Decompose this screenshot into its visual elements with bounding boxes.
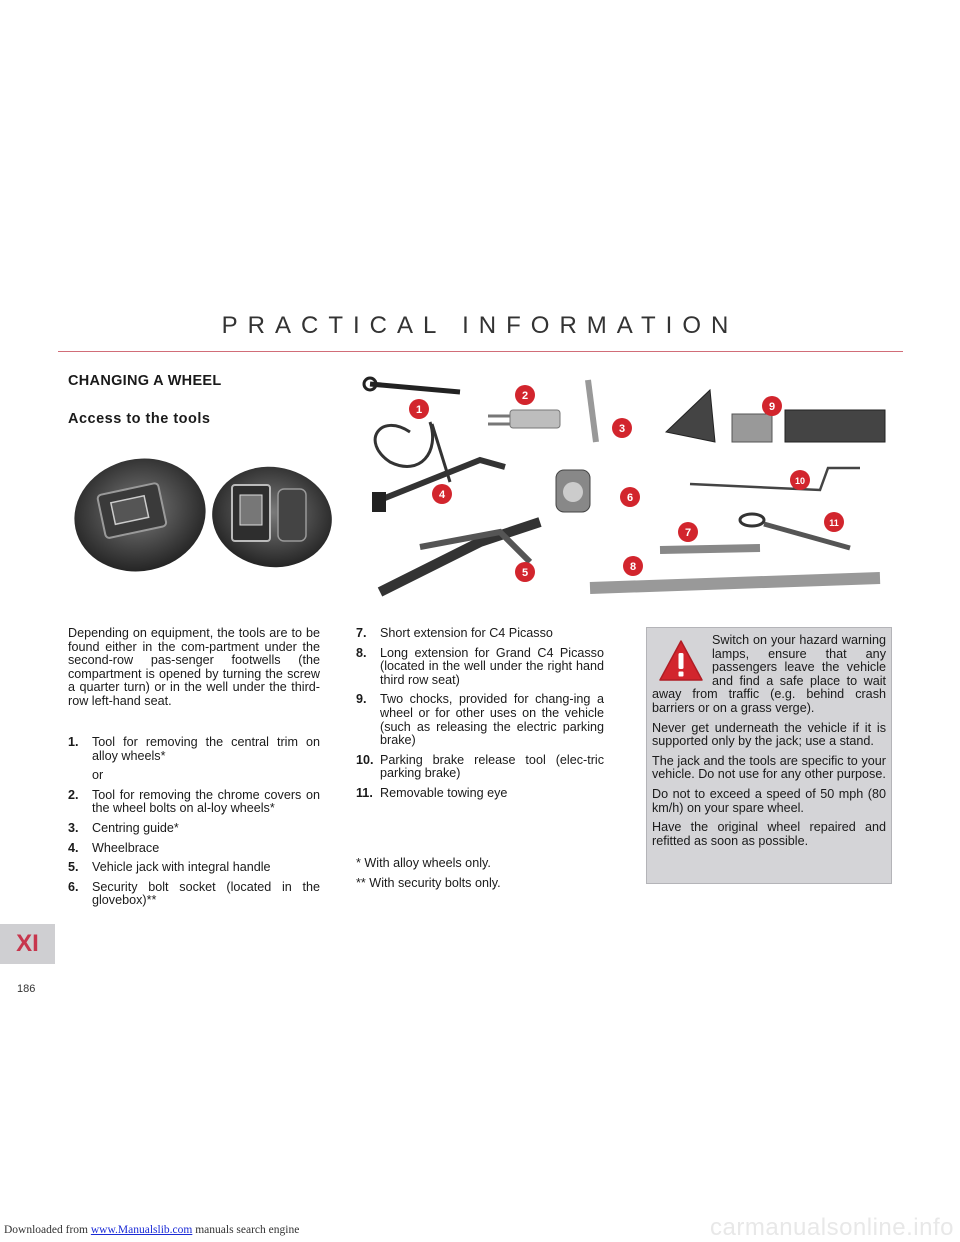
svg-text:4: 4 <box>438 489 446 501</box>
list-item: 7. Short extension for C4 Picasso <box>356 626 553 640</box>
svg-text:1: 1 <box>415 404 423 416</box>
footnote-security: ** With security bolts only. <box>356 875 501 890</box>
badge-4 <box>432 484 452 504</box>
warning-text-4: Do not to exceed a speed of 50 mph (80 km/h) on your spare wheel. <box>652 786 886 815</box>
section-heading: CHANGING A WHEEL <box>68 373 222 389</box>
warning-text-3: The jack and the tools are specific to your vehicle. Do not use for any other purpose. <box>652 753 886 782</box>
svg-text:3: 3 <box>618 423 626 435</box>
manualslib-link[interactable]: www.Manualslib.com <box>90 1224 193 1236</box>
badge-11 <box>824 512 844 532</box>
list-item: 1. Tool for removing the central trim on alloy wheels* <box>68 735 320 763</box>
svg-text:5: 5 <box>521 567 529 579</box>
svg-text:7: 7 <box>684 527 692 539</box>
tool-list-2 <box>356 627 604 807</box>
badge-9 <box>762 396 782 416</box>
section-subheading: Access to the tools <box>68 411 211 427</box>
warning-text-5: Have the original wheel repaired and refitted as soon as possible. <box>652 820 886 848</box>
or-label: or <box>92 768 104 783</box>
watermark: carmanualsonline.info <box>710 1214 954 1241</box>
list-item: 11. Removable towing eye <box>356 785 508 800</box>
footnote-alloy: * With alloy wheels only. <box>356 856 491 870</box>
title-rule <box>58 351 903 352</box>
badge-2 <box>515 385 535 405</box>
tool-list-1 <box>68 736 320 914</box>
list-item: 9. Two chocks, provided for chang-ing a wheel or for other uses on the vehicle (such as releasing the electric parking brake) <box>356 692 604 748</box>
svg-text:11: 11 <box>829 518 839 528</box>
tool-storage-photo <box>72 455 334 575</box>
warning-text-2: Never get underneath the vehicle if it is supported only by the jack; use a stand. <box>652 720 886 749</box>
page-number: 186 <box>17 983 36 995</box>
footnotes <box>356 857 604 896</box>
list-item: 8. Long extension for Grand C4 Picasso (located in the well under the right hand third row seat) <box>356 645 604 687</box>
list-item: 5. Vehicle jack with integral handle <box>68 860 271 875</box>
top-border <box>0 0 960 5</box>
badge-7 <box>678 522 698 542</box>
download-footer: Downloaded from www.Manualslib.com manuals search engine <box>4 1224 300 1236</box>
badge-8 <box>623 556 643 576</box>
page-title: PRACTICAL INFORMATION <box>221 312 739 339</box>
svg-text:2: 2 <box>521 390 529 402</box>
badge-1 <box>409 399 429 419</box>
list-item: 3. Centring guide* <box>68 820 179 835</box>
list-item: 6. Security bolt socket (located in the glovebox)** <box>68 879 320 908</box>
warning-text-1: Switch on your hazard warning lamps, ensure that any passengers leave the vehicle and find a safe place to wait away from traffic (e.g. behind crash barriers or on a grass verge). <box>652 633 886 715</box>
badge-5 <box>515 562 535 582</box>
intro-paragraph: Depending on equipment, the tools are to be found either in the com-partment under the second-row pas-senger footwells (the compartment is opened by turning the screw a quarter turn) or in the well under the third-row left-hand seat. <box>68 626 320 708</box>
badge-6 <box>620 487 640 507</box>
tools-photo <box>360 372 900 604</box>
svg-text:10: 10 <box>794 476 806 486</box>
svg-text:9: 9 <box>768 401 776 413</box>
list-item: 4. Wheelbrace <box>68 840 160 855</box>
warning-box <box>646 627 892 884</box>
svg-text:6: 6 <box>626 492 634 504</box>
chapter-tab: XI <box>0 924 55 964</box>
list-item: 10. Parking brake release tool (elec-tric parking brake) <box>356 752 604 781</box>
badge-10 <box>790 470 810 490</box>
list-item: 2. Tool for removing the chrome covers on the wheel bolts on al-loy wheels* <box>68 787 320 816</box>
svg-text:8: 8 <box>629 561 637 573</box>
badge-3 <box>612 418 632 438</box>
warning-triangle-icon <box>658 638 704 684</box>
